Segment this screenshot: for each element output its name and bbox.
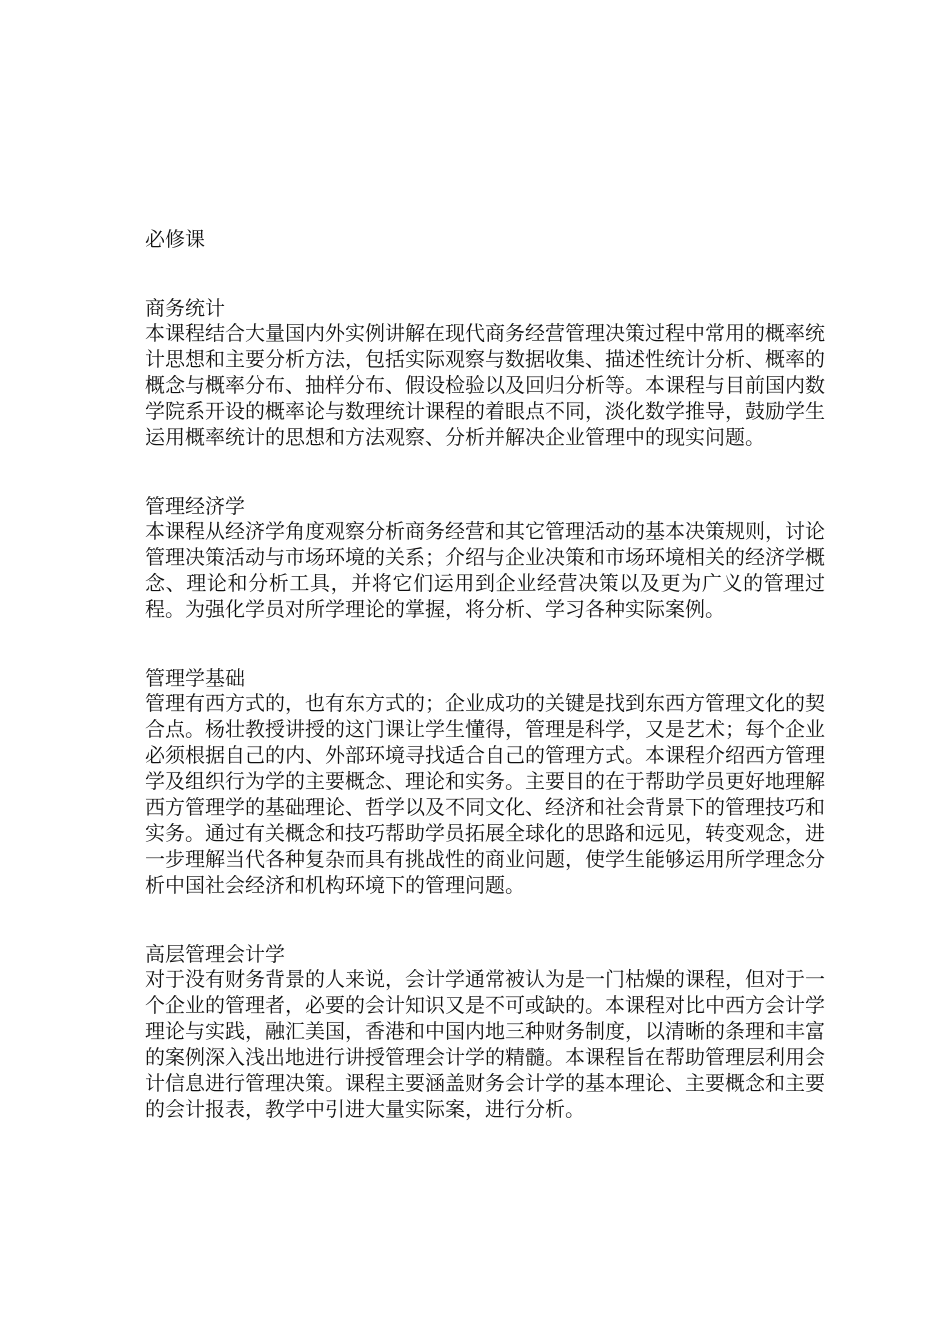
course-section-executive-management-accounting <box>145 942 825 1122</box>
course-description: 本课程从经济学角度观察分析商务经营和其它管理活动的基本决策规则，讨论管理决策活动与市场环境的关系；介绍与企业决策和市场环境相关的经济学概念、理论和分析工具，并将它们运用到企业经营决策以及更为广义的管理过程。为强化学员对所学理论的掌握，将分析、学习各种实际案例。 <box>145 519 825 621</box>
course-title: 高层管理会计学 <box>145 942 285 966</box>
course-description: 管理有西方式的，也有东方式的；企业成功的关键是找到东西方管理文化的契合点。杨壮教授讲授的这门课让学生懂得，管理是科学，又是艺术；每个企业必须根据自己的内、外部环境寻找适合自己的管理方式。本课程介绍西方管理学及组织行为学的主要概念、理论和实务。主要目的在于帮助学员更好地理解西方管理学的基础理论、哲学以及不同文化、经济和社会背景下的管理技巧和实务。通过有关概念和技巧帮助学员拓展全球化的思路和远见，转变观念，进一步理解当代各种复杂而具有挑战性的商业问题，使学生能够运用所学理念分析中国社会经济和机构环境下的管理问题。 <box>145 691 825 897</box>
course-description: 对于没有财务背景的人来说，会计学通常被认为是一门枯燥的课程，但对于一个企业的管理者，必要的会计知识又是不可或缺的。本课程对比中西方会计学理论与实践，融汇美国，香港和中国内地三种财务制度，以清晰的条理和丰富的案例深入浅出地进行讲授管理会计学的精髓。本课程旨在帮助管理层利用会计信息进行管理决策。课程主要涵盖财务会计学的基本理论、主要概念和主要的会计报表，教学中引进大量实际案，进行分析。 <box>145 967 825 1121</box>
course-section-business-statistics <box>145 296 825 450</box>
course-title: 商务统计 <box>145 296 225 320</box>
course-title: 管理学基础 <box>145 666 245 690</box>
page-title: 必修课 <box>145 227 205 251</box>
course-description: 本课程结合大量国内外实例讲解在现代商务经营管理决策过程中常用的概率统计思想和主要分析方法，包括实际观察与数据收集、描述性统计分析、概率的概念与概率分布、抽样分布、假设检验以及回归分析等。本课程与目前国内数学院系开设的概率论与数理统计课程的着眼点不同，淡化数学推导，鼓励学生运用概率统计的思想和方法观察、分析并解决企业管理中的现实问题。 <box>145 321 825 449</box>
course-section-management-fundamentals <box>145 666 825 898</box>
course-title: 管理经济学 <box>145 494 245 518</box>
document-page <box>145 226 825 1166</box>
course-section-managerial-economics <box>145 494 825 622</box>
